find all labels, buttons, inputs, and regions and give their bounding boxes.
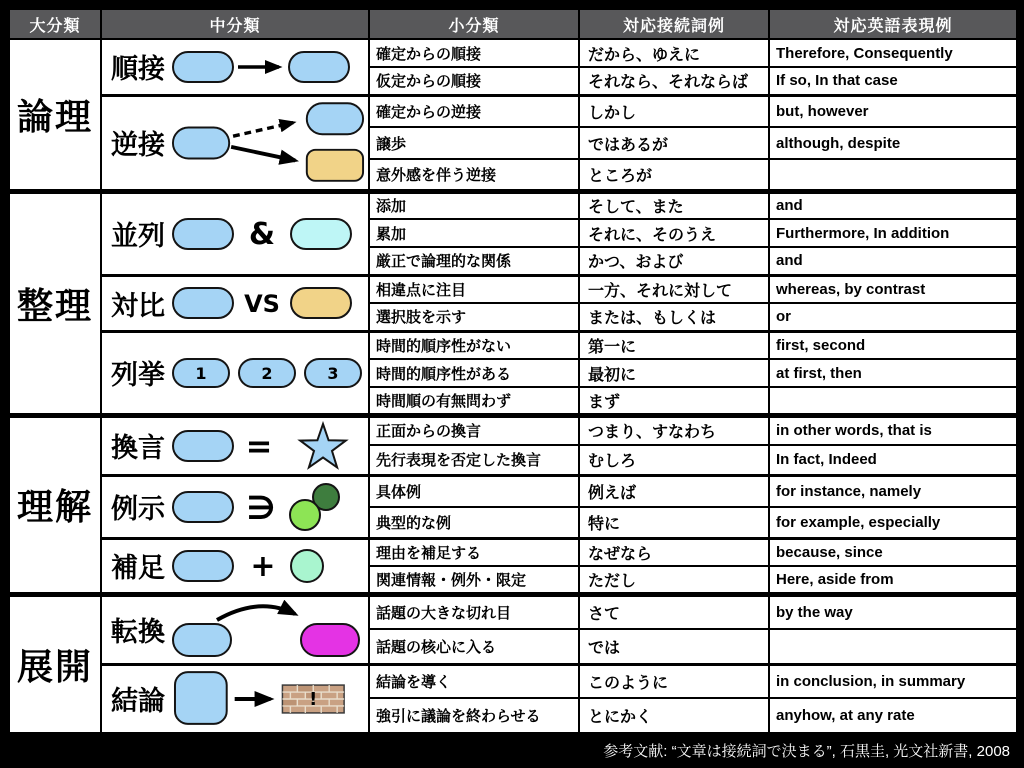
minor-cell: 時間的順序性がない — [369, 331, 579, 359]
english-cell — [769, 159, 1017, 191]
english-cell: Furthermore, In addition — [769, 219, 1017, 247]
minor-cell: 具体例 — [369, 475, 579, 507]
mid-cell-ketsuron — [101, 664, 369, 733]
conjunction-cell: では — [579, 629, 769, 664]
minor-cell: 時間的順序性がある — [369, 359, 579, 387]
concept-pill — [173, 492, 233, 522]
major-cell-develop: 展開 — [9, 594, 101, 733]
english-cell: because, since — [769, 538, 1017, 566]
curved-arrow-icon — [217, 606, 295, 620]
table-row — [9, 331, 1017, 359]
english-cell: for instance, namely — [769, 475, 1017, 507]
mid-cell-tenkan — [101, 594, 369, 664]
minor-cell: 正面からの換言 — [369, 415, 579, 445]
english-cell: first, second — [769, 331, 1017, 359]
result-pill — [289, 52, 349, 82]
english-cell: and — [769, 247, 1017, 275]
reference-citation: 参考文献: “文章は接続詞で決まる”, 石黒圭, 光文社新書, 2008 — [0, 734, 1024, 768]
conjunction-cell: そして、また — [579, 191, 769, 219]
header-col-conjunction: 対応接続詞例 — [579, 9, 769, 39]
conjunction-cell: それなら、それならば — [579, 67, 769, 95]
step2-number: 2 — [261, 363, 273, 383]
table-row — [9, 191, 1017, 219]
conjunction-cell: つまり、すなわち — [579, 415, 769, 445]
dashed-arrow-icon — [233, 122, 293, 136]
english-cell — [769, 387, 1017, 415]
parallel-diagram — [171, 214, 353, 254]
old-topic-pill — [173, 624, 231, 656]
table-row — [9, 39, 1017, 67]
versus-diagram — [171, 283, 353, 323]
plus-glyph: + — [250, 548, 276, 584]
brick-wall-icon — [282, 685, 344, 713]
minor-cell: 先行表現を否定した換言 — [369, 445, 579, 475]
major-cell-organize: 整理 — [9, 191, 101, 415]
conjunction-cell: さて — [579, 594, 769, 629]
english-cell: whereas, by contrast — [769, 275, 1017, 303]
conjunction-cell: ではあるが — [579, 127, 769, 159]
star-icon — [300, 424, 346, 467]
major-cell-logic: 論理 — [9, 39, 101, 191]
mid-label: 補足 — [111, 553, 165, 583]
table-row — [9, 415, 1017, 445]
english-cell: In fact, Indeed — [769, 445, 1017, 475]
english-cell: although, despite — [769, 127, 1017, 159]
new-topic-pill — [301, 624, 359, 656]
english-cell: for example, especially — [769, 507, 1017, 539]
english-cell: Here, aside from — [769, 566, 1017, 594]
expected-pill — [307, 103, 363, 134]
english-cell: by the way — [769, 594, 1017, 629]
statement-pill — [173, 431, 233, 461]
mid-label: 並列 — [111, 221, 165, 251]
minor-cell: 厳正で論理的な関係 — [369, 247, 579, 275]
english-cell: and — [769, 191, 1017, 219]
header-row — [9, 9, 1017, 39]
minor-cell: 関連情報・例外・限定 — [369, 566, 579, 594]
mid-label: 順接 — [111, 54, 165, 85]
english-cell — [769, 629, 1017, 664]
conjunction-cell: ただし — [579, 566, 769, 594]
arrow-to-wall-diagram — [171, 669, 365, 729]
source-pill — [173, 52, 233, 82]
mid-label: 換言 — [111, 433, 165, 463]
table-row — [9, 594, 1017, 629]
mid-label: 例示 — [111, 494, 165, 524]
contains-glyph: ∋ — [246, 488, 276, 527]
conjunction-cell: このように — [579, 664, 769, 698]
header-col-major: 大分類 — [9, 9, 101, 39]
minor-cell: 譲歩 — [369, 127, 579, 159]
english-cell: If so, In that case — [769, 67, 1017, 95]
mid-label: 転換 — [111, 617, 165, 647]
conjunction-cell: 一方、それに対して — [579, 275, 769, 303]
minor-cell: 強引に議論を終わらせる — [369, 698, 579, 732]
mid-cell-gyakusetsu — [101, 95, 369, 191]
step1-number: 1 — [195, 363, 207, 383]
minor-cell: 確定からの逆接 — [369, 95, 579, 127]
source-pill — [173, 127, 229, 158]
contrary-split-diagram — [171, 100, 365, 186]
minor-cell: 確定からの順接 — [369, 39, 579, 67]
english-cell: in other words, that is — [769, 415, 1017, 445]
minor-cell: 選択肢を示す — [369, 303, 579, 331]
numbered-sequence-diagram — [171, 355, 363, 391]
mid-cell-junsetsu — [101, 39, 369, 95]
mid-cell-reiji — [101, 475, 369, 538]
table-row — [9, 538, 1017, 566]
example-circle-light — [290, 500, 320, 530]
table-row — [9, 95, 1017, 127]
table-row — [9, 664, 1017, 698]
minor-cell: 相違点に注目 — [369, 275, 579, 303]
topic-jump-diagram — [171, 600, 363, 660]
wall-exclamation: ! — [309, 688, 318, 710]
unexpected-box — [307, 149, 363, 180]
minor-cell: 添加 — [369, 191, 579, 219]
conjunction-cell: 特に — [579, 507, 769, 539]
vs-glyph: VS — [244, 290, 280, 318]
main-pill — [173, 551, 233, 581]
contains-examples-diagram — [171, 480, 351, 534]
minor-cell: 典型的な例 — [369, 507, 579, 539]
minor-cell: 話題の大きな切れ目 — [369, 594, 579, 629]
right-pill — [291, 288, 351, 318]
mid-cell-kangen — [101, 415, 369, 475]
ampersand-glyph: & — [248, 216, 276, 252]
conjunction-cell: だから、ゆえに — [579, 39, 769, 67]
plus-circle-diagram — [171, 544, 341, 588]
english-cell: in conclusion, in summary — [769, 664, 1017, 698]
conjunction-cell: むしろ — [579, 445, 769, 475]
equals-glyph: = — [245, 426, 273, 465]
conjunction-cell: かつ、および — [579, 247, 769, 275]
item-pill — [173, 219, 233, 249]
conjunction-cell: 例えば — [579, 475, 769, 507]
major-cell-understand: 理解 — [9, 415, 101, 594]
english-cell: at first, then — [769, 359, 1017, 387]
mid-label: 結論 — [111, 686, 165, 716]
minor-cell: 結論を導く — [369, 664, 579, 698]
conjunction-cell: ところが — [579, 159, 769, 191]
step3-number: 3 — [327, 363, 339, 383]
conjunction-cell: とにかく — [579, 698, 769, 732]
sequence-arrow-diagram — [171, 45, 351, 89]
minor-cell: 意外感を伴う逆接 — [369, 159, 579, 191]
table-row — [9, 275, 1017, 303]
conjunction-cell: しかし — [579, 95, 769, 127]
minor-cell: 理由を補足する — [369, 538, 579, 566]
supplement-circle — [291, 550, 323, 582]
english-cell: or — [769, 303, 1017, 331]
conjunction-classification-table — [8, 8, 1018, 734]
mid-label: 逆接 — [111, 130, 165, 160]
english-cell: but, however — [769, 95, 1017, 127]
mid-cell-hosoku — [101, 538, 369, 594]
left-pill — [173, 288, 233, 318]
english-cell: Therefore, Consequently — [769, 39, 1017, 67]
mid-label: 列挙 — [111, 360, 165, 390]
conjunction-cell: まず — [579, 387, 769, 415]
item-pill — [291, 219, 351, 249]
table-row — [9, 475, 1017, 507]
header-col-mid: 中分類 — [101, 9, 369, 39]
minor-cell: 累加 — [369, 219, 579, 247]
header-col-english: 対応英語表現例 — [769, 9, 1017, 39]
equals-star-diagram — [171, 421, 356, 471]
minor-cell: 話題の核心に入る — [369, 629, 579, 664]
mid-cell-taihi — [101, 275, 369, 331]
mid-cell-rekkyo — [101, 331, 369, 415]
mid-label: 対比 — [111, 290, 165, 321]
conjunction-cell: 最初に — [579, 359, 769, 387]
conjunction-cell: それに、そのうえ — [579, 219, 769, 247]
solid-arrow-icon — [231, 146, 295, 160]
conjunction-cell: または、もしくは — [579, 303, 769, 331]
mid-cell-heiretsu — [101, 191, 369, 275]
conjunction-cell: なぜなら — [579, 538, 769, 566]
header-col-minor: 小分類 — [369, 9, 579, 39]
minor-cell: 仮定からの順接 — [369, 67, 579, 95]
discussion-box — [175, 672, 227, 724]
minor-cell: 時間順の有無問わず — [369, 387, 579, 415]
conjunction-cell: 第一に — [579, 331, 769, 359]
english-cell: anyhow, at any rate — [769, 698, 1017, 732]
